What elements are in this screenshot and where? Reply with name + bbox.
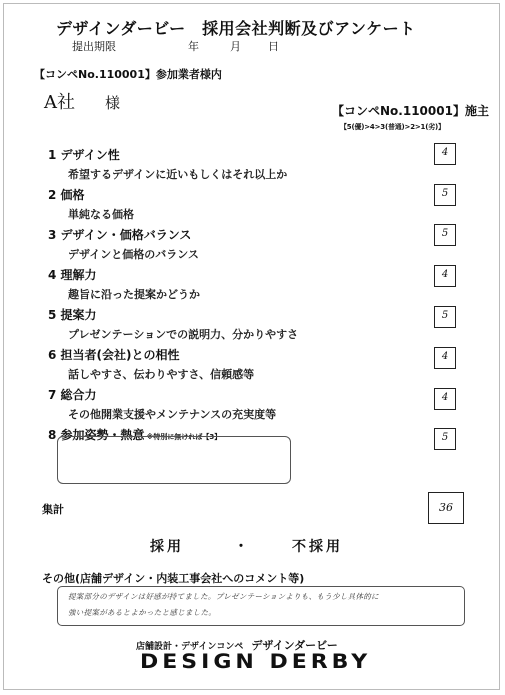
criterion-note: ※特別に無ければ【3】 (146, 433, 222, 441)
handwritten-comment-line: 提案部分のデザインは好感が持てました。プレゼンテーションよりも、もう少し具体的に (68, 592, 379, 601)
criterion-title: 2 価格 (48, 188, 85, 202)
score-box[interactable] (434, 347, 456, 369)
score-value: 5 (441, 188, 449, 199)
criterion-description: 希望するデザインに近いもしくはそれ以上か (68, 168, 288, 181)
contest-owner-label: 【コンペNo.110001】施主 (332, 104, 489, 118)
deadline-label: 提出期限 (72, 40, 116, 53)
criterion-description: 趣旨に沿った提案かどうか (68, 288, 200, 301)
rating-scale: 【5(優)>4>3(普通)>2>1(劣)】 (340, 123, 445, 131)
footer-sub-text: 店舗設計・デザインコンペ (136, 642, 244, 652)
score-value: 4 (441, 392, 449, 403)
score-value: 4 (441, 269, 449, 280)
document-title: デザインダービー 採用会社判断及びアンケート (56, 19, 416, 38)
total-score: 36 (439, 501, 453, 514)
score-value: 4 (441, 147, 449, 158)
footer-brand-jp: デザインダービー (251, 639, 338, 652)
contest-participant-label: 【コンペNo.110001】参加業者様内 (34, 68, 222, 81)
other-comments-box[interactable] (57, 586, 465, 626)
criterion-title: 4 理解力 (48, 268, 97, 282)
criterion-title: 5 提案力 (48, 308, 97, 322)
score-box[interactable] (434, 224, 456, 246)
design-derby-logo: DESIGN DERBY (140, 651, 372, 674)
criterion-description: その他開業支援やメンテナンスの充実度等 (68, 408, 277, 421)
reject-option[interactable]: 不採用 (292, 539, 343, 555)
criterion-description: プレゼンテーションでの説明力、分かりやすさ (68, 328, 299, 341)
other-comments-label: その他(店舗デザイン・内装工事会社へのコメント等) (42, 572, 305, 585)
total-label: 集計 (42, 503, 64, 516)
criterion-description: 話しやすさ、伝わりやすさ、信頼感等 (68, 368, 255, 381)
deadline-month: 月 (230, 40, 241, 53)
score-box[interactable] (434, 184, 456, 206)
client-name (44, 88, 120, 114)
score-value: 5 (441, 310, 449, 321)
enthusiasm-comment-box[interactable] (57, 436, 291, 484)
score-box[interactable] (434, 143, 456, 165)
adopt-option[interactable]: 採用 (150, 539, 184, 555)
score-box[interactable] (434, 428, 456, 450)
score-value: 5 (441, 432, 449, 443)
client-honorific: 様 (105, 94, 121, 112)
score-box[interactable] (434, 265, 456, 287)
criterion-description: デザインと価格のバランス (68, 248, 199, 261)
criterion-title: 1 デザイン性 (48, 148, 120, 162)
deadline-day: 日 (268, 40, 279, 53)
deadline-year: 年 (188, 40, 199, 53)
handwritten-comment-line: 強い提案があるとよかったと感じました。 (68, 608, 217, 617)
criterion-title-text: 8 参加姿勢・熱意 (48, 428, 145, 442)
score-box[interactable] (434, 306, 456, 328)
score-box[interactable] (434, 388, 456, 410)
criterion-title: 6 担当者(会社)との相性 (48, 348, 180, 362)
score-value: 4 (441, 351, 449, 362)
client-name-text: A社 (44, 92, 75, 113)
total-score-box[interactable] (428, 492, 464, 524)
criterion-title: 3 デザイン・価格バランス (48, 228, 192, 242)
criterion-title: 7 総合力 (48, 388, 97, 402)
criterion-description: 単純なる価格 (68, 208, 134, 221)
score-value: 5 (441, 228, 449, 239)
adopt-reject-separator: ・ (234, 539, 248, 555)
